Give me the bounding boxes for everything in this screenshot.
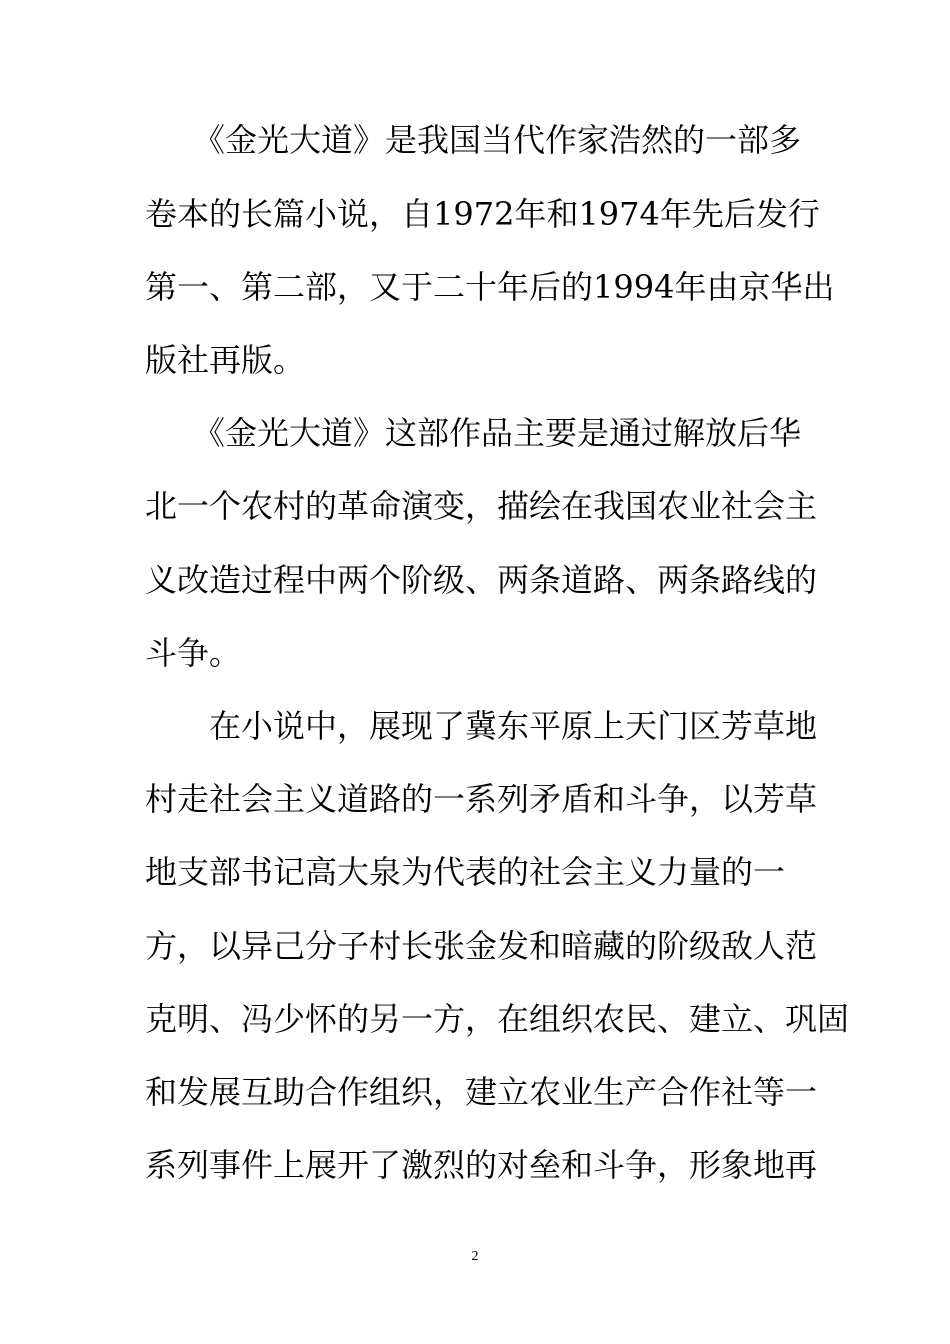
page-number: 2 [471, 1249, 479, 1264]
paragraph-3-line-3: 地支部书记高大泉为代表的社会主义力量的一 [145, 853, 786, 891]
paragraph-1-line-1: 《金光大道》是我国当代作家浩然的一部多 [145, 121, 802, 159]
paragraph-3-line-5: 克明、冯少怀的另一方，在组织农民、建立、巩固 [145, 1000, 850, 1038]
paragraph-3-line-4: 方，以异己分子村长张金发和暗藏的阶级敌人范 [145, 927, 818, 965]
paragraph-3-line-2: 村走社会主义道路的一系列矛盾和斗争，以芳草 [145, 780, 818, 818]
paragraph-2-line-2: 北一个农村的革命演变，描绘在我国农业社会主 [145, 487, 818, 525]
paragraph-2-line-1: 《金光大道》这部作品主要是通过解放后华 [145, 414, 802, 452]
paragraph-2-line-4: 斗争。 [145, 634, 242, 672]
paragraph-1-line-3: 第一、第二部，又于二十年后的1994年由京华出 [145, 268, 835, 306]
paragraph-3-line-1: 在小说中，展现了冀东平原上天门区芳草地 [145, 707, 818, 745]
paragraph-2-line-3: 义改造过程中两个阶级、两条道路、两条路线的 [145, 561, 818, 599]
paragraph-1-line-2: 卷本的长篇小说，自1972年和1974年先后发行 [145, 195, 820, 233]
paragraph-3-line-7: 系列事件上展开了激烈的对垒和斗争，形象地再 [145, 1146, 818, 1184]
paragraph-3-line-6: 和发展互助合作组织，建立农业生产合作社等一 [145, 1073, 818, 1111]
paragraph-1-line-4: 版社再版。 [145, 341, 306, 379]
